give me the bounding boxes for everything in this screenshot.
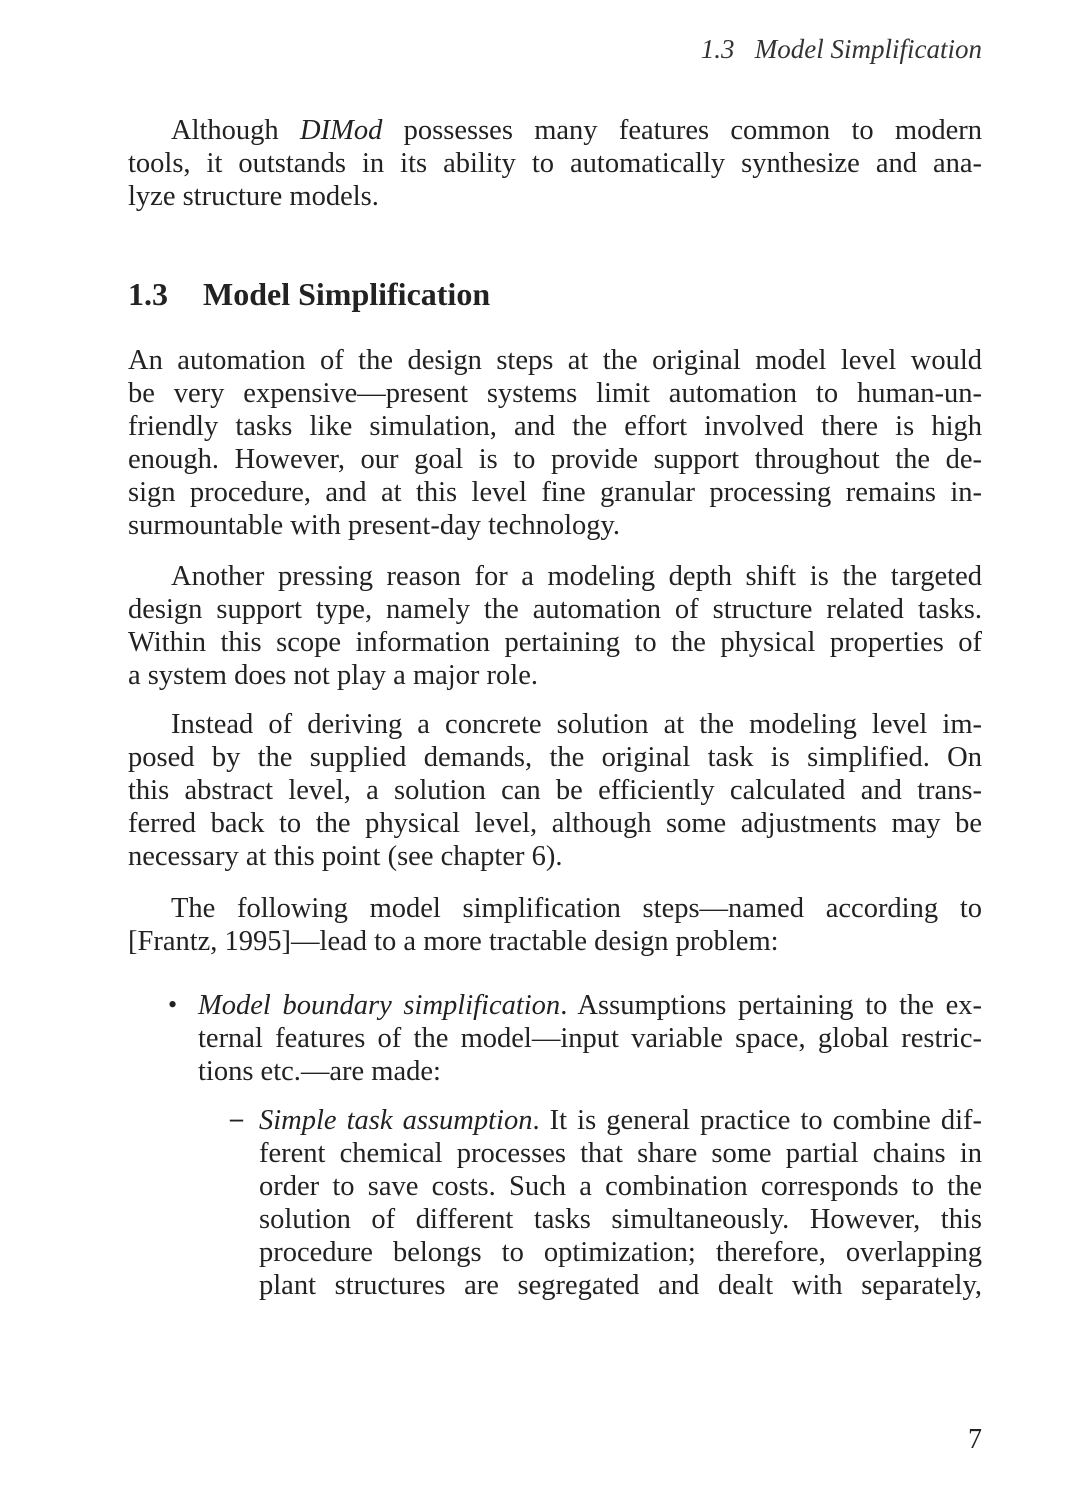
text-span: . Assumptions pertaining to the ex- (560, 990, 982, 1021)
text-span: . It is general practice to combine dif- (532, 1105, 983, 1136)
text-line: plant structures are segregated and dealt with separately, (259, 1270, 982, 1301)
text-span: Although (171, 115, 300, 146)
text-line: ferent chemical processes that share some partial chains in (259, 1138, 982, 1169)
section-number: 1.3 (128, 276, 168, 312)
text-line: necessary at this point (see chapter 6). (128, 841, 563, 872)
text-line: friendly tasks like simulation, and the effort involved there is high (128, 411, 982, 442)
text-line: this abstract level, a solution can be efficiently calculated and trans- (128, 775, 982, 806)
section-title: Model Simplification (203, 276, 491, 312)
text-line: enough. However, our goal is to provide support throughout the de- (128, 444, 982, 475)
text-line: procedure belongs to optimization; therefore, overlapping (259, 1237, 982, 1268)
text-line: order to save costs. Such a combination corresponds to the (259, 1171, 982, 1202)
text-line: design support type, namely the automation of structure related tasks. (128, 594, 982, 625)
paragraph (128, 114, 982, 213)
text-line: solution of different tasks simultaneously. However, this (259, 1204, 982, 1235)
text-line: posed by the supplied demands, the original task is simplified. On (128, 742, 982, 773)
text-line: ferred back to the physical level, although some adjustments may be (128, 808, 982, 839)
paragraph (128, 708, 982, 873)
text-line: tions etc.—are made: (198, 1056, 441, 1087)
text-line (198, 989, 982, 1022)
paragraph (128, 560, 982, 692)
paragraph (128, 892, 982, 958)
italic-text: DIMod (300, 115, 383, 146)
text-line: An automation of the design steps at the original model level would (128, 345, 982, 376)
text-line (259, 1104, 982, 1137)
text-line (128, 114, 982, 147)
bullet-icon: • (168, 990, 178, 1019)
text-line: The following model simplification steps—named according to (171, 893, 982, 924)
text-line: Instead of deriving a concrete solution at the modeling level im- (171, 709, 982, 740)
italic-text: Simple task assumption (259, 1105, 533, 1136)
section-heading (128, 276, 490, 313)
text-line: sign procedure, and at this level fine granular processing remains in- (128, 477, 982, 508)
text-line: lyze structure models. (128, 181, 379, 212)
text-line: Within this scope information pertaining to the physical properties of (128, 627, 982, 658)
text-span: possesses many features common to modern (382, 115, 982, 146)
italic-text: Model boundary simplification (198, 990, 561, 1021)
running-header-section: 1.3 (700, 34, 735, 64)
text-line: a system does not play a major role. (128, 660, 538, 691)
bullet-item (198, 989, 982, 1088)
text-line: ternal features of the model—input variable space, global restric- (198, 1023, 982, 1054)
running-header-title: Model Simplification (754, 34, 982, 64)
page-number: 7 (968, 1424, 982, 1455)
text-line: [Frantz, 1995]—lead to a more tractable design problem: (128, 926, 779, 957)
running-header (701, 34, 982, 65)
dash-icon: – (230, 1104, 243, 1133)
text-line: surmountable with present-day technology. (128, 510, 621, 541)
paragraph (128, 344, 982, 542)
text-line: be very expensive—present systems limit automation to human-un- (128, 378, 982, 409)
text-line: Another pressing reason for a modeling depth shift is the targeted (171, 561, 982, 592)
text-line: tools, it outstands in its ability to automatically synthesize and ana- (128, 148, 982, 179)
sub-bullet-item (259, 1104, 982, 1302)
